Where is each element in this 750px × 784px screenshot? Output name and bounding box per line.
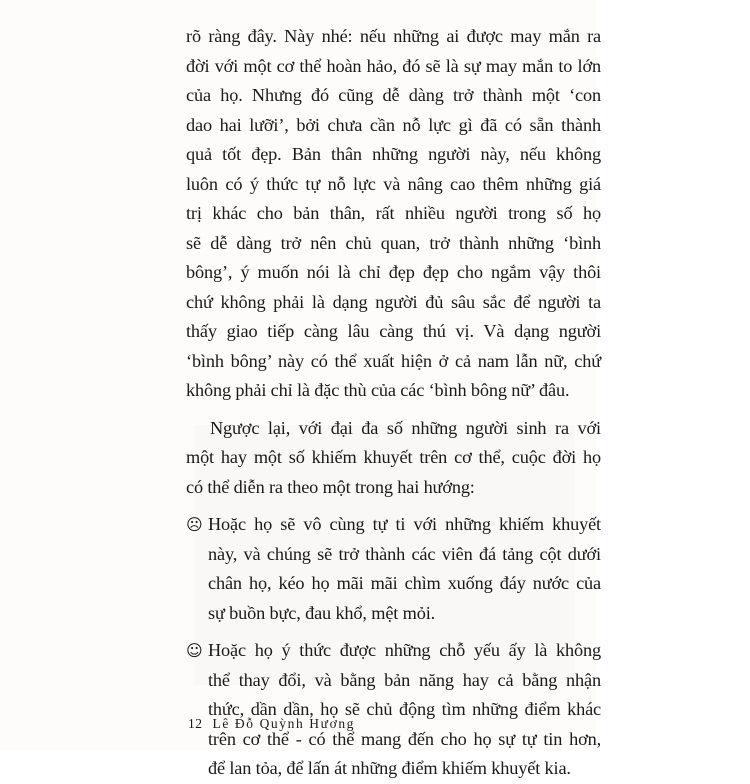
happy-face-icon: ☺ [186, 641, 203, 660]
text-line: trị khác cho bản thân, rất nhiều người trong số họ [186, 203, 601, 223]
paragraph-spacer [186, 406, 601, 414]
text-line: của họ. Nhưng đó cũng dễ dàng trở thành một ‘con [186, 85, 601, 105]
bullet-line: thể thay đổi, và bằng bản năng hay cả bằng nhận [208, 669, 601, 690]
page-footer [188, 716, 355, 732]
page-number: 12 [188, 716, 203, 731]
bullet-text: Hoặc họ ý thức được những chỗ yếu ấy là không [208, 640, 601, 660]
paragraph-spacer [186, 502, 601, 510]
bullet-line [186, 636, 601, 666]
text-line: rõ ràng đây. Này nhé: nếu những ai được may mắn ra [186, 26, 601, 46]
sad-face-icon: ☹ [186, 515, 203, 534]
bullet-happy [186, 636, 601, 784]
body-text [186, 22, 601, 784]
text-line: không phải chỉ là đặc thù của các ‘bình bông nữ’ đâu. [186, 380, 570, 400]
text-line: sẽ dễ dàng trở nên chủ quan, trở thành những ‘bình [186, 232, 601, 253]
text-line: một hay một số khiếm khuyết trên cơ thể, cuộc đời họ [186, 447, 601, 467]
text-line: Ngược lại, với đại đa số những người sinh ra với [210, 417, 601, 438]
author-name: Lê Đỗ Quỳnh Hương [212, 716, 356, 731]
bullet-line: thức, dần dần, họ sẽ chủ động tìm những điểm khác [208, 699, 601, 719]
text-line: chứ không phải là dạng người đủ sâu sắc để người ta [186, 291, 601, 312]
bullet-line: này, và chúng sẽ trở thành các viên đá tảng cột dưới [208, 543, 601, 564]
paper-margin [596, 0, 750, 750]
bullet-line: để lan tỏa, để lấn át những điểm khiếm khuyết kia. [208, 758, 571, 778]
text-line: luôn có ý thức tự nỗ lực và nâng cao thêm những giá [186, 173, 601, 194]
text-line: đời với một cơ thể hoàn hảo, đó sẽ là sự may mắn to lớn [186, 55, 601, 76]
text-line: ‘bình bông’ này có thể xuất hiện ở cả nam lẫn nữ, chứ [186, 350, 601, 371]
text-line: bông’, ý muốn nói là chỉ đẹp đẹp cho ngắm vậy thôi [186, 262, 601, 282]
text-line: quả tốt đẹp. Bản thân những người này, nếu không [186, 144, 601, 164]
bullet-line: chân họ, kéo họ mãi mãi chìm xuống đáy nước của [208, 573, 601, 593]
bullet-line: sự buồn bực, đau khổ, mệt mỏi. [208, 602, 436, 623]
text-line: có thể diễn ra theo một trong hai hướng: [186, 476, 475, 497]
paragraph-second [186, 414, 601, 503]
bullet-line [186, 510, 601, 540]
paragraph-spacer [186, 628, 601, 636]
text-line: dao hai lưỡi’, bởi chưa cần nỗ lực gì đã có sẵn thành [186, 114, 601, 135]
bullet-sad [186, 510, 601, 628]
text-line: thấy giao tiếp càng lâu càng thú vị. Và dạng người [186, 321, 601, 341]
paragraph-continued [186, 22, 601, 406]
bullet-line: trên cơ thể - có thể mang đến cho họ sự tự tin hơn, [208, 728, 601, 749]
bullet-text: Hoặc họ sẽ vô cùng tự ti với những khiếm khuyết [208, 514, 601, 534]
